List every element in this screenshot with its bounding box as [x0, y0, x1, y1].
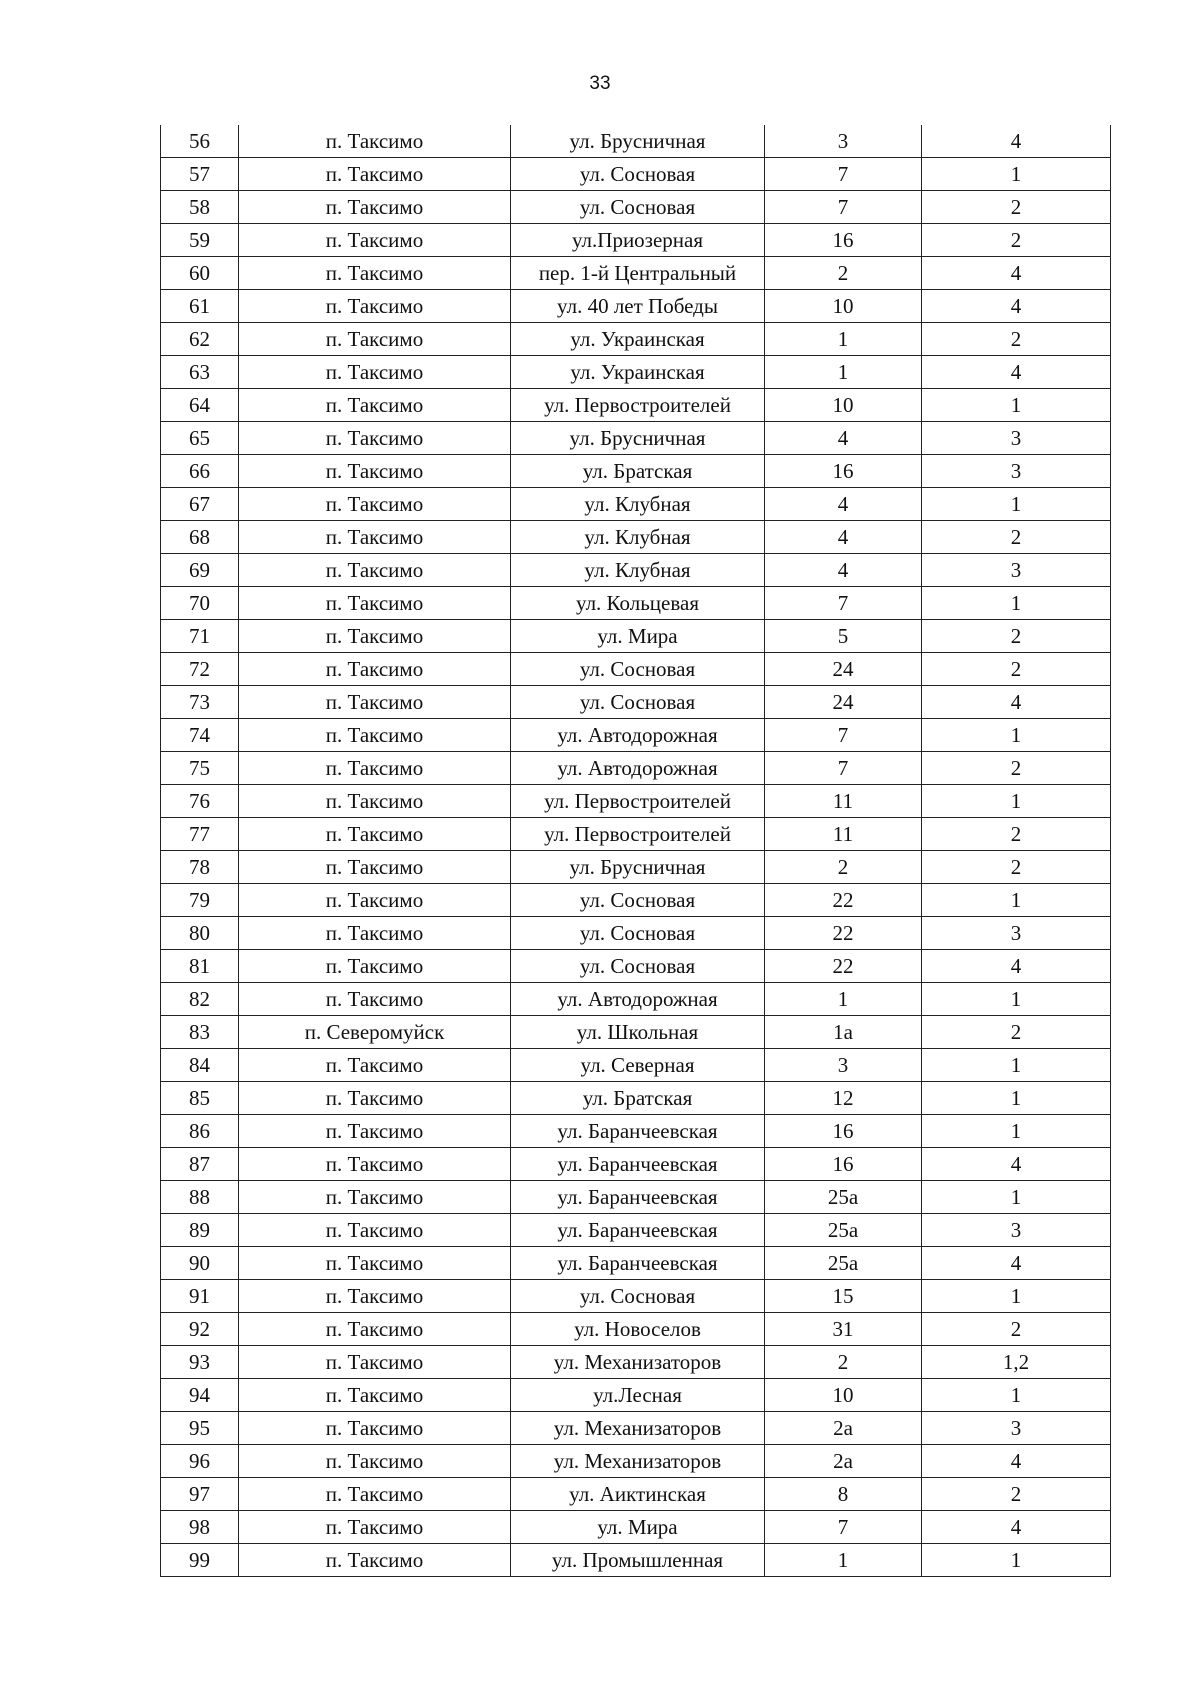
row-number-cell: 58 [161, 191, 239, 224]
house-number-cell: 10 [765, 1379, 922, 1412]
row-number-cell: 62 [161, 323, 239, 356]
table-row [161, 554, 1111, 587]
settlement-cell: п. Таксимо [239, 950, 511, 983]
settlement-cell: п. Таксимо [239, 521, 511, 554]
house-number-cell: 11 [765, 818, 922, 851]
address-table [160, 125, 1111, 1577]
street-cell: ул.Приозерная [511, 224, 765, 257]
row-number-cell: 92 [161, 1313, 239, 1346]
value-cell: 3 [922, 1214, 1111, 1247]
value-cell: 4 [922, 1511, 1111, 1544]
table-row [161, 1247, 1111, 1280]
table-row [161, 1016, 1111, 1049]
street-cell: ул. Аиктинская [511, 1478, 765, 1511]
house-number-cell: 7 [765, 158, 922, 191]
table-row [161, 884, 1111, 917]
house-number-cell: 24 [765, 653, 922, 686]
house-number-cell: 10 [765, 290, 922, 323]
street-cell: ул. Братская [511, 1082, 765, 1115]
house-number-cell: 16 [765, 224, 922, 257]
street-cell: ул. Сосновая [511, 686, 765, 719]
row-number-cell: 99 [161, 1544, 239, 1577]
house-number-cell: 7 [765, 191, 922, 224]
value-cell: 1 [922, 1379, 1111, 1412]
settlement-cell: п. Таксимо [239, 257, 511, 290]
table-row [161, 1412, 1111, 1445]
table-row [161, 1082, 1111, 1115]
settlement-cell: п. Северомуйск [239, 1016, 511, 1049]
settlement-cell: п. Таксимо [239, 1379, 511, 1412]
settlement-cell: п. Таксимо [239, 587, 511, 620]
settlement-cell: п. Таксимо [239, 1511, 511, 1544]
house-number-cell: 4 [765, 488, 922, 521]
street-cell: ул. Брусничная [511, 422, 765, 455]
house-number-cell: 7 [765, 1511, 922, 1544]
settlement-cell: п. Таксимо [239, 1148, 511, 1181]
table-row [161, 587, 1111, 620]
table-row [161, 620, 1111, 653]
table-row [161, 1544, 1111, 1577]
value-cell: 4 [922, 686, 1111, 719]
value-cell: 1 [922, 983, 1111, 1016]
settlement-cell: п. Таксимо [239, 620, 511, 653]
settlement-cell: п. Таксимо [239, 290, 511, 323]
house-number-cell: 3 [765, 1049, 922, 1082]
settlement-cell: п. Таксимо [239, 125, 511, 158]
value-cell: 1 [922, 719, 1111, 752]
row-number-cell: 96 [161, 1445, 239, 1478]
street-cell: ул. Сосновая [511, 653, 765, 686]
row-number-cell: 91 [161, 1280, 239, 1313]
row-number-cell: 74 [161, 719, 239, 752]
settlement-cell: п. Таксимо [239, 455, 511, 488]
house-number-cell: 22 [765, 950, 922, 983]
table-row [161, 983, 1111, 1016]
settlement-cell: п. Таксимо [239, 785, 511, 818]
value-cell: 3 [922, 422, 1111, 455]
street-cell: ул. Первостроителей [511, 785, 765, 818]
house-number-cell: 1 [765, 356, 922, 389]
row-number-cell: 87 [161, 1148, 239, 1181]
value-cell: 2 [922, 1016, 1111, 1049]
settlement-cell: п. Таксимо [239, 1280, 511, 1313]
house-number-cell: 2 [765, 1346, 922, 1379]
page-number: 33 [589, 73, 611, 94]
value-cell: 1 [922, 785, 1111, 818]
table-row [161, 785, 1111, 818]
value-cell: 4 [922, 125, 1111, 158]
table-row [161, 1445, 1111, 1478]
value-cell: 1 [922, 1181, 1111, 1214]
table-row [161, 1181, 1111, 1214]
street-cell: ул. Северная [511, 1049, 765, 1082]
settlement-cell: п. Таксимо [239, 389, 511, 422]
house-number-cell: 1 [765, 983, 922, 1016]
street-cell: пер. 1-й Центральный [511, 257, 765, 290]
settlement-cell: п. Таксимо [239, 158, 511, 191]
row-number-cell: 79 [161, 884, 239, 917]
value-cell: 1,2 [922, 1346, 1111, 1379]
settlement-cell: п. Таксимо [239, 752, 511, 785]
table-row [161, 1346, 1111, 1379]
table-row [161, 719, 1111, 752]
street-cell: ул. Промышленная [511, 1544, 765, 1577]
house-number-cell: 4 [765, 521, 922, 554]
row-number-cell: 66 [161, 455, 239, 488]
value-cell: 1 [922, 587, 1111, 620]
street-cell: ул. Сосновая [511, 1280, 765, 1313]
row-number-cell: 67 [161, 488, 239, 521]
row-number-cell: 56 [161, 125, 239, 158]
street-cell: ул. Клубная [511, 554, 765, 587]
street-cell: ул. Автодорожная [511, 719, 765, 752]
value-cell: 2 [922, 521, 1111, 554]
table-row [161, 818, 1111, 851]
street-cell: ул. Украинская [511, 356, 765, 389]
table-row [161, 917, 1111, 950]
value-cell: 1 [922, 1082, 1111, 1115]
table-row [161, 224, 1111, 257]
table-row [161, 686, 1111, 719]
settlement-cell: п. Таксимо [239, 488, 511, 521]
value-cell: 1 [922, 389, 1111, 422]
value-cell: 3 [922, 455, 1111, 488]
table-row [161, 653, 1111, 686]
settlement-cell: п. Таксимо [239, 1346, 511, 1379]
value-cell: 2 [922, 752, 1111, 785]
house-number-cell: 16 [765, 1115, 922, 1148]
settlement-cell: п. Таксимо [239, 191, 511, 224]
house-number-cell: 1 [765, 323, 922, 356]
value-cell: 2 [922, 818, 1111, 851]
value-cell: 1 [922, 488, 1111, 521]
house-number-cell: 2а [765, 1445, 922, 1478]
street-cell: ул. Братская [511, 455, 765, 488]
value-cell: 4 [922, 950, 1111, 983]
row-number-cell: 84 [161, 1049, 239, 1082]
value-cell: 2 [922, 323, 1111, 356]
address-table-body [161, 125, 1111, 1577]
street-cell: ул. Автодорожная [511, 983, 765, 1016]
table-row [161, 1049, 1111, 1082]
settlement-cell: п. Таксимо [239, 1049, 511, 1082]
row-number-cell: 65 [161, 422, 239, 455]
street-cell: ул. Сосновая [511, 158, 765, 191]
row-number-cell: 89 [161, 1214, 239, 1247]
street-cell: ул. Сосновая [511, 950, 765, 983]
settlement-cell: п. Таксимо [239, 356, 511, 389]
table-row [161, 521, 1111, 554]
house-number-cell: 1 [765, 1544, 922, 1577]
street-cell: ул. Мира [511, 620, 765, 653]
table-row [161, 1214, 1111, 1247]
house-number-cell: 16 [765, 455, 922, 488]
row-number-cell: 80 [161, 917, 239, 950]
row-number-cell: 81 [161, 950, 239, 983]
table-row [161, 158, 1111, 191]
house-number-cell: 25а [765, 1247, 922, 1280]
table-row [161, 950, 1111, 983]
settlement-cell: п. Таксимо [239, 323, 511, 356]
table-row [161, 1478, 1111, 1511]
row-number-cell: 97 [161, 1478, 239, 1511]
value-cell: 2 [922, 191, 1111, 224]
street-cell: ул. Первостроителей [511, 389, 765, 422]
settlement-cell: п. Таксимо [239, 719, 511, 752]
house-number-cell: 22 [765, 917, 922, 950]
house-number-cell: 3 [765, 125, 922, 158]
house-number-cell: 15 [765, 1280, 922, 1313]
value-cell: 1 [922, 884, 1111, 917]
settlement-cell: п. Таксимо [239, 1181, 511, 1214]
settlement-cell: п. Таксимо [239, 1247, 511, 1280]
row-number-cell: 73 [161, 686, 239, 719]
value-cell: 1 [922, 158, 1111, 191]
settlement-cell: п. Таксимо [239, 686, 511, 719]
house-number-cell: 2 [765, 851, 922, 884]
settlement-cell: п. Таксимо [239, 1412, 511, 1445]
value-cell: 2 [922, 653, 1111, 686]
value-cell: 4 [922, 1148, 1111, 1181]
house-number-cell: 2а [765, 1412, 922, 1445]
house-number-cell: 10 [765, 389, 922, 422]
street-cell: ул. Баранчеевская [511, 1115, 765, 1148]
settlement-cell: п. Таксимо [239, 422, 511, 455]
row-number-cell: 71 [161, 620, 239, 653]
settlement-cell: п. Таксимо [239, 851, 511, 884]
value-cell: 3 [922, 1412, 1111, 1445]
row-number-cell: 61 [161, 290, 239, 323]
value-cell: 3 [922, 917, 1111, 950]
settlement-cell: п. Таксимо [239, 1115, 511, 1148]
street-cell: ул. Сосновая [511, 917, 765, 950]
row-number-cell: 63 [161, 356, 239, 389]
house-number-cell: 24 [765, 686, 922, 719]
settlement-cell: п. Таксимо [239, 1214, 511, 1247]
value-cell: 1 [922, 1049, 1111, 1082]
table-row [161, 191, 1111, 224]
value-cell: 4 [922, 257, 1111, 290]
value-cell: 2 [922, 620, 1111, 653]
settlement-cell: п. Таксимо [239, 224, 511, 257]
value-cell: 4 [922, 1445, 1111, 1478]
row-number-cell: 64 [161, 389, 239, 422]
street-cell: ул. Баранчеевская [511, 1181, 765, 1214]
table-row [161, 422, 1111, 455]
house-number-cell: 4 [765, 422, 922, 455]
row-number-cell: 95 [161, 1412, 239, 1445]
table-row [161, 1511, 1111, 1544]
value-cell: 2 [922, 224, 1111, 257]
street-cell: ул. Механизаторов [511, 1412, 765, 1445]
settlement-cell: п. Таксимо [239, 1478, 511, 1511]
row-number-cell: 98 [161, 1511, 239, 1544]
house-number-cell: 7 [765, 752, 922, 785]
street-cell: ул. Первостроителей [511, 818, 765, 851]
house-number-cell: 4 [765, 554, 922, 587]
settlement-cell: п. Таксимо [239, 554, 511, 587]
table-row [161, 323, 1111, 356]
settlement-cell: п. Таксимо [239, 884, 511, 917]
house-number-cell: 2 [765, 257, 922, 290]
settlement-cell: п. Таксимо [239, 1445, 511, 1478]
table-row [161, 752, 1111, 785]
row-number-cell: 82 [161, 983, 239, 1016]
value-cell: 2 [922, 851, 1111, 884]
table-row [161, 356, 1111, 389]
row-number-cell: 83 [161, 1016, 239, 1049]
table-row [161, 1148, 1111, 1181]
value-cell: 4 [922, 356, 1111, 389]
street-cell: ул. Украинская [511, 323, 765, 356]
row-number-cell: 93 [161, 1346, 239, 1379]
settlement-cell: п. Таксимо [239, 1082, 511, 1115]
settlement-cell: п. Таксимо [239, 653, 511, 686]
house-number-cell: 8 [765, 1478, 922, 1511]
row-number-cell: 94 [161, 1379, 239, 1412]
row-number-cell: 77 [161, 818, 239, 851]
row-number-cell: 76 [161, 785, 239, 818]
street-cell: ул. Механизаторов [511, 1346, 765, 1379]
row-number-cell: 59 [161, 224, 239, 257]
value-cell: 4 [922, 1247, 1111, 1280]
table-row [161, 1379, 1111, 1412]
street-cell: ул. Мира [511, 1511, 765, 1544]
street-cell: ул. Клубная [511, 488, 765, 521]
table-row [161, 1313, 1111, 1346]
table-row [161, 290, 1111, 323]
row-number-cell: 85 [161, 1082, 239, 1115]
table-row [161, 1280, 1111, 1313]
street-cell: ул. Сосновая [511, 884, 765, 917]
street-cell: ул. Механизаторов [511, 1445, 765, 1478]
settlement-cell: п. Таксимо [239, 983, 511, 1016]
street-cell: ул. Новоселов [511, 1313, 765, 1346]
row-number-cell: 72 [161, 653, 239, 686]
house-number-cell: 7 [765, 719, 922, 752]
house-number-cell: 7 [765, 587, 922, 620]
street-cell: ул. Клубная [511, 521, 765, 554]
row-number-cell: 68 [161, 521, 239, 554]
row-number-cell: 60 [161, 257, 239, 290]
street-cell: ул. Брусничная [511, 125, 765, 158]
row-number-cell: 69 [161, 554, 239, 587]
street-cell: ул. 40 лет Победы [511, 290, 765, 323]
settlement-cell: п. Таксимо [239, 1544, 511, 1577]
street-cell: ул. Баранчеевская [511, 1148, 765, 1181]
street-cell: ул. Кольцевая [511, 587, 765, 620]
street-cell: ул. Школьная [511, 1016, 765, 1049]
house-number-cell: 12 [765, 1082, 922, 1115]
house-number-cell: 11 [765, 785, 922, 818]
value-cell: 2 [922, 1313, 1111, 1346]
table-row [161, 257, 1111, 290]
house-number-cell: 31 [765, 1313, 922, 1346]
value-cell: 4 [922, 290, 1111, 323]
house-number-cell: 16 [765, 1148, 922, 1181]
settlement-cell: п. Таксимо [239, 917, 511, 950]
street-cell: ул. Брусничная [511, 851, 765, 884]
value-cell: 3 [922, 554, 1111, 587]
settlement-cell: п. Таксимо [239, 1313, 511, 1346]
street-cell: ул. Автодорожная [511, 752, 765, 785]
table-row [161, 1115, 1111, 1148]
table-row [161, 488, 1111, 521]
house-number-cell: 25а [765, 1214, 922, 1247]
street-cell: ул. Баранчеевская [511, 1247, 765, 1280]
row-number-cell: 57 [161, 158, 239, 191]
value-cell: 1 [922, 1280, 1111, 1313]
value-cell: 1 [922, 1544, 1111, 1577]
row-number-cell: 70 [161, 587, 239, 620]
house-number-cell: 1а [765, 1016, 922, 1049]
value-cell: 2 [922, 1478, 1111, 1511]
street-cell: ул. Сосновая [511, 191, 765, 224]
house-number-cell: 25а [765, 1181, 922, 1214]
row-number-cell: 90 [161, 1247, 239, 1280]
table-row [161, 125, 1111, 158]
street-cell: ул.Лесная [511, 1379, 765, 1412]
house-number-cell: 22 [765, 884, 922, 917]
table-row [161, 389, 1111, 422]
row-number-cell: 88 [161, 1181, 239, 1214]
house-number-cell: 5 [765, 620, 922, 653]
value-cell: 1 [922, 1115, 1111, 1148]
table-row [161, 851, 1111, 884]
street-cell: ул. Баранчеевская [511, 1214, 765, 1247]
row-number-cell: 86 [161, 1115, 239, 1148]
table-row [161, 455, 1111, 488]
row-number-cell: 78 [161, 851, 239, 884]
settlement-cell: п. Таксимо [239, 818, 511, 851]
row-number-cell: 75 [161, 752, 239, 785]
